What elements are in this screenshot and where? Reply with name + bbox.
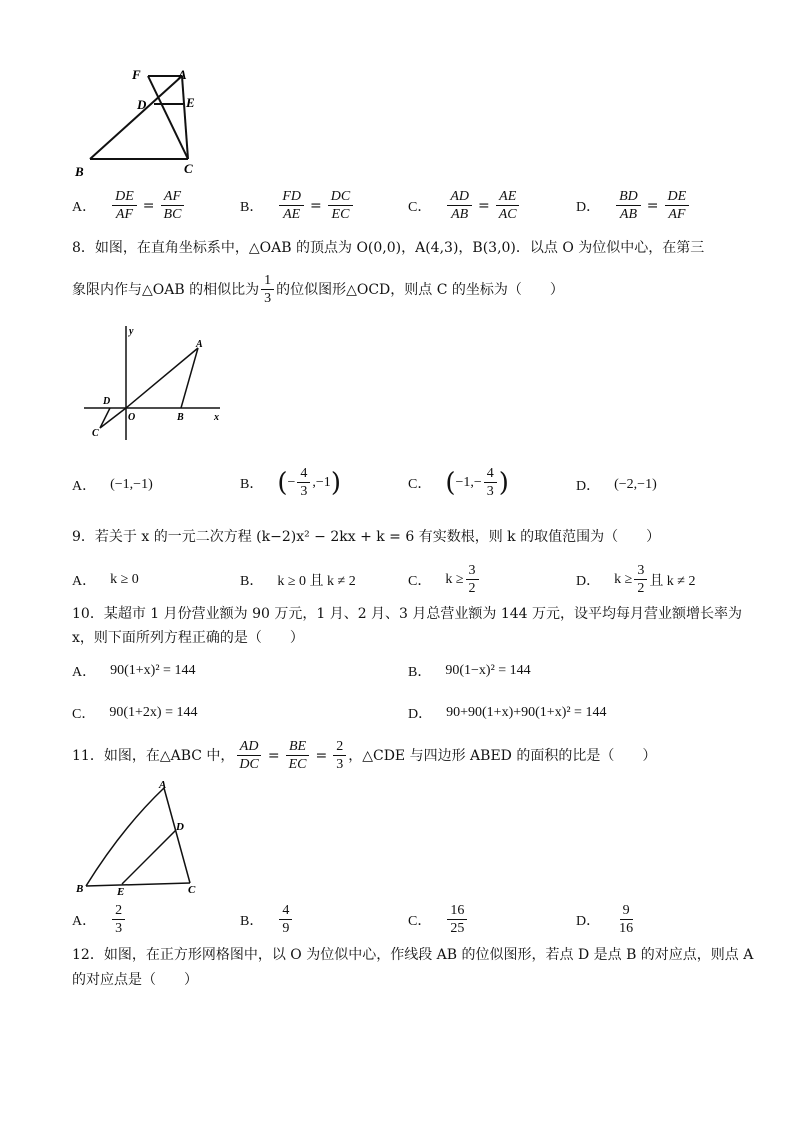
option-label: B． (240, 199, 264, 215)
fig7-label-e: E (186, 95, 195, 110)
fig11-label-d: D (176, 821, 184, 833)
fig7-label-f: F (132, 67, 141, 82)
fraction: $\frac{4}{3}$ (484, 465, 497, 500)
q8-figure (78, 322, 228, 444)
q9-option-a[interactable]: A． k ≥ 0 (72, 572, 139, 589)
fraction: $\frac{2}{3}$ (112, 902, 125, 937)
ratio-fraction: $\frac{1}{3}$ (261, 272, 274, 307)
q7-option-b[interactable]: B． $\frac{FD}{AE}$ = $\frac{DC}{EC}$ (240, 188, 355, 223)
q9-option-d[interactable]: D． k ≥ $\frac{3}{2}$ 且 k ≠ 2 (576, 563, 696, 596)
q8-option-c[interactable]: C． ( −1,− $\frac{4}{3}$ ) (408, 466, 509, 499)
fraction: $\frac{AD}{DC}$ (236, 738, 261, 773)
fraction: $\frac{3}{2}$ (466, 562, 479, 597)
fig11-label-a: A (159, 779, 167, 791)
q11-figure (72, 778, 212, 896)
q11-option-d[interactable]: D． $\frac{9}{16}$ (576, 902, 638, 937)
fraction: $\frac{9}{16}$ (619, 903, 634, 936)
fig7-label-c: C (184, 161, 193, 176)
q8-option-a[interactable]: A． (−1,−1) (72, 477, 153, 494)
fig11-label-c: C (188, 884, 196, 896)
option-label: C． (408, 199, 432, 215)
q10-option-b[interactable]: B． 90(1−x)² = 144 (408, 663, 531, 680)
q11-option-a[interactable]: A． $\frac{2}{3}$ (72, 902, 127, 937)
q12-stem-line2: 的对应点是（ ） (72, 972, 198, 988)
fig7-label-a: A (178, 67, 187, 82)
fraction: $\frac{AE}{AC}$ (496, 188, 520, 223)
fraction: $\frac{DE}{AF}$ (665, 188, 690, 223)
q10-stem-line1: 10．某超市 1 月份营业额为 90 万元，1 月、2 月、3 月总营业额为 144 万元，设平均每月营业额增长率为 (72, 606, 743, 622)
q9-option-c[interactable]: C． k ≥ $\frac{3}{2}$ (408, 562, 481, 597)
q10-stem-line2: x，则下面所列方程正确的是（ ） (72, 630, 304, 646)
fig7-label-b: B (75, 164, 84, 179)
option-label: A． (72, 199, 97, 215)
q12-stem-line1: 12．如图，在正方形网格图中，以 O 为位似中心，作线段 AB 的位似图形，若点 D 是点 B 的对应点，则点 A (72, 947, 754, 963)
q8-option-b[interactable]: B． ( − $\frac{4}{3}$ ,−1 ) (240, 466, 341, 499)
fraction: $\frac{3}{2}$ (634, 562, 647, 597)
q8-option-d[interactable]: D． (−2,−1) (576, 477, 657, 494)
fig8-label-d: D (103, 396, 111, 407)
q10-option-a[interactable]: A． 90(1+x)² = 144 (72, 663, 196, 680)
q7-option-d[interactable]: D． $\frac{BD}{AB}$ = $\frac{DE}{AF}$ (576, 188, 691, 223)
fraction: $\frac{BE}{EC}$ (286, 738, 310, 773)
fig8-label-a: A (196, 339, 203, 350)
fraction: $\frac{4}{9}$ (279, 902, 292, 937)
fraction: $\frac{AD}{AB}$ (447, 188, 472, 223)
q7-figure (70, 62, 210, 180)
fig8-label-o: O (128, 412, 136, 423)
q7-option-c[interactable]: C． $\frac{AD}{AB}$ = $\frac{AE}{AC}$ (408, 188, 522, 223)
fig11-label-b: B (76, 883, 84, 895)
fig7-label-d: D (137, 97, 147, 112)
q9-stem: 9．若关于 x 的一元二次方程 (k−2)x² − 2kx + k = 6 有实数根，则 k 的取值范围为（ ） (72, 529, 661, 545)
fig8-label-y: y (129, 326, 134, 337)
q10-option-d[interactable]: D． 90+90(1+x)+90(1+x)² = 144 (408, 705, 607, 722)
fraction: $\frac{4}{3}$ (297, 465, 310, 500)
option-label: D． (576, 199, 601, 215)
fraction: $\frac{16}{25}$ (447, 902, 467, 937)
fig11-label-e: E (117, 886, 125, 896)
fraction: $\frac{AF}{BC}$ (161, 188, 185, 223)
fraction: $\frac{BD}{AB}$ (616, 188, 641, 223)
q7-option-a[interactable]: A． $\frac{DE}{AF}$ = $\frac{AF}{BC}$ (72, 188, 186, 223)
q8-stem-line1: 8．如图，在直角坐标系中，△OAB 的顶点为 O(0,0)，A(4,3)，B(3,0)．以点 O 为位似中心，在第三 (72, 240, 705, 256)
fig8-label-x: x (214, 412, 219, 423)
q11-option-b[interactable]: B． $\frac{4}{9}$ (240, 902, 294, 937)
q11-option-c[interactable]: C． $\frac{16}{25}$ (408, 902, 469, 937)
fig8-label-b: B (177, 412, 184, 423)
q10-option-c[interactable]: C． 90(1+2x) = 144 (72, 705, 198, 722)
fig8-label-c: C (92, 428, 99, 439)
fraction: $\frac{DE}{AF}$ (112, 188, 137, 223)
q8-stem-line2: 象限内作与△OAB 的相似比为 $\frac{1}{3}$ 的位似图形△OCD，则点 C 的坐标为（ ） (72, 273, 564, 306)
fraction: $\frac{2}{3}$ (333, 738, 346, 773)
q9-option-b[interactable]: B． k ≥ 0 且 k ≠ 2 (240, 574, 356, 589)
fraction: $\frac{DC}{EC}$ (328, 188, 353, 223)
q11-stem: 11．如图，在△ABC 中， $\frac{AD}{DC}$ = $\frac{BE}{EC}$ = $\frac{2}{3}$ ，△CDE 与四边形 ABED 的面积的比是（ ） (72, 739, 657, 772)
fraction: $\frac{FD}{AE}$ (279, 188, 304, 223)
